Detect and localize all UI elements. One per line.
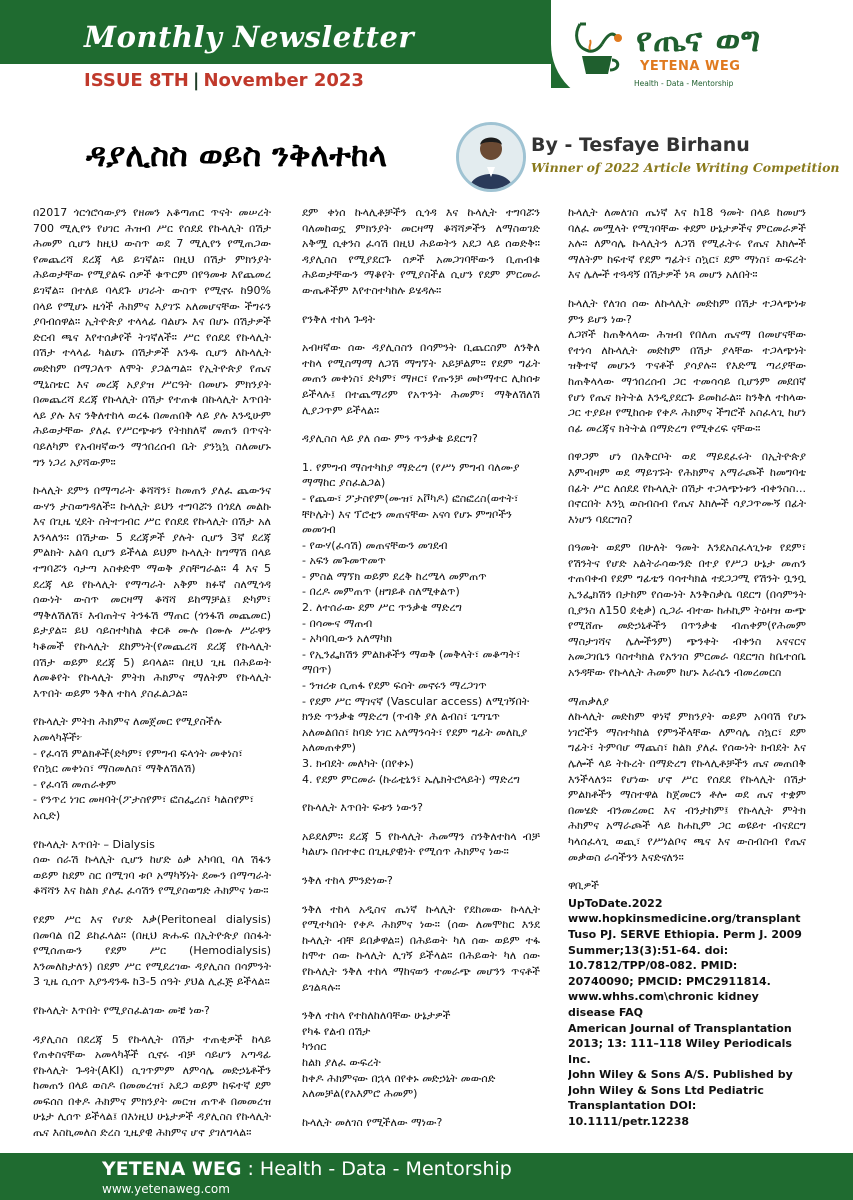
- issue-line: [84, 70, 364, 91]
- column-1-paragraph: ዳያሊስስ በደረጃ 5 የኩላሊት በሽታ ተጠቂዎች ከላይ የጠቀስናቸው አመላካቾች ሲኖሩ ብቻ ሳይሆን አጣዳፊ የኩላሊት ጉዳት(AKI) ሲገጥምም ለምሳሌ መድኃኒቶችን ከመጠን በላይ ወስዶ በመመረዝ፣ አደጋ ወይም ከፍተኛ ደም መፍሰስ በቀዶ ሕክምና ምክንያት መርዝ ጠጥቶ በመመረዝ ሁኔታ ሊሰጥ ይችላል፤ በእነዚህ ሁኔታዎች ዳያሊስስ የኩላሊት ጤና እስኪመለስ ድረስ ጊዜያዊ ሕክምና ሆኖ ያገለግላል።: [33, 1032, 271, 1140]
- author-byline: By - Tesfaye Birhanu: [531, 134, 750, 156]
- column-2-paragraph: ንቅለ ተከላ አዲስና ጤነኛ ኩላሊት የደከመው ኩላሊት የሚተካበት የቀዶ ሕክምና ነው። (ሰው ለመሞከር እንደ ኩላሊት ብቸ ይበቃዋል።) በሕይወት ካለ ሰው ወይም ተፋ ከሞተ ሰው ኩላሊት ሊገኝ ይችላል። በሕይወት ካለ ሰው የኩላሊት ንቅለ ተከላ ማከናወን ተመራጭ መሆንን ጥናቶች ይገልጻሉ።: [302, 902, 540, 994]
- column-3-paragraph: ኩላሊት ለመለገስ ጤነኛ እና ከ18 ዓመት በላይ ከመሆን ባለፈ መሟላት የሚገባቸው ቀደም ሁኔታዎችና ምርመራዎች አሉ። ለምሳሌ ኩላሊትን ለጋሽ የሚፈትሩ የጤና እክሎች ማለትም ከፍተኛ የደም ግፊት፣ ስኳር፣ ደም ማነስ፣ ውፍረት እና ሌሎች ተጓዳኝ በሽታዎች ነጻ መሆን አለበት።: [568, 206, 806, 282]
- issue-number: ISSUE 8TH: [84, 70, 189, 91]
- column-2-heading: የኩላሊት እጥበት ፍቱን ነውን?: [302, 801, 423, 815]
- article-title: ዳያሊስስ ወይስ ንቅለተከላ: [86, 136, 388, 174]
- column-2-list: ንቅለ ተከላ የተከለከለባቸው ሁኔታዎች የካፋ የልብ በሽታ ካንሰር ከልክ ያለፈ ውፍረት ከቀዶ ሕክምናው በኋላ በየቀኑ መድኃኒት መውሰድ አለመቻል(የአእምሮ ሕመም): [302, 1009, 496, 1101]
- column-1-paragraph: በ2017 ጎርጎሮሳውያን የዘመን አቆጣጠር ጥናት መሠረት 700 ሚሊየን የሀገር ሕዝብ ሥር የሰደደ የኩላሊት በሽታ ሕመም ሲሆን ከዚህ ውስጥ ወደ 7 ሚሊየን የሚጠጋው የመጨረሻ ደረጃ ላይ ይገኛል። በዚህ በሽታ ምክንያት ሕይወታቸው የሚያልፍ ሰዎች ቁጥርም በየዓመቱ እየጨመረ ይገኛል። በተለይ ባላደጉ ሀገራት ውስጥ የሚኖሩ ከ90% በላይ የሚሆኑ ዜጎች ሕክምና እያገኙ አለመሆናቸው ችግሩን ያባብሰዋል። ኢትዮጵያ ተላላፊ ባልሆኑ እና በሆኑ በሽታዎች ድርብ ጫና እየተሰቃየች ትገኛለች። ሥር የሰደደ የኩላሊት በሽታ ተላላፊ ካልሆኑ በሽታዎች አንዱ ሲሆን ለኩላሊት መድከም በማጋለጥ ለሞት ያጋልጣል። የኢትዮጵያ የጤና ሚኒስቴር እና መረጃ አያያዝ ሥርዓት በመሆኑ ምክንያት በመጨረሻ ደረጃ የኩላሊት በሽታ የተጠቁ በኩላሊት እጥበት ላይ ያሉ እና ንቅለተከላ ወረፋ በመጠበቅ ላይ ያሉ እንዲሁም ሕይወታቸው ያለፈ የሥርጭቱን የትክክለኛ መጠን በጥናት ባይለካም የአብዛኛውን ማኅበረሰብ ቤት ያንኳኳ ስለመሆኑ ግን ነጋሪ አያሻውም።: [33, 206, 271, 469]
- stethoscope-cup-icon: [572, 20, 628, 80]
- article-column-3: [568, 205, 806, 1155]
- column-3-summary: ማጠቃለያ ለኩላሊት መድከም ዋነኛ ምክንያት ወይም አባባሽ የሆኑ ነገሮችን ማስተካከል የምንችላቸው ለምሳሌ ስኳር፣ ደም ግፊት፣ ትምባሆ ማጨስ፣ ከልክ ያለፈ የሰውነት ክብደት እና ሌሎች ላይ ትኩረት በማድረግ የኩላሊቶቻችን ጤና መጠበቅ እንችላለን። የሆነው ሆኖ ሥር የሰደደ የኩላሊት በሽታ ምልክቶችን ማስተዋል ከጀመርን ቶሎ ወደ ጤና ተቋም በመሄድ ብንመረመር እና ብንታከም፤ የኩላሊት ምትክ ሕክምና አማራጮች ላይ ከሐኪም ጋር ወዩይተ ብናደርግ ካላሰፈላጊ ወጪ፣ የሥነልቦና ጫና እና ውስብስብ የጤና መቃወስ ራሳችንን እናድናለን።: [568, 694, 806, 864]
- column-1-heading: የኩላሊት እጥበት የሚያስፈልገው መቼ ነው?: [33, 1003, 210, 1017]
- issue-month: November 2023: [203, 70, 364, 91]
- column-2-list: 1. የምግብ ማስተካከያ ማድረግ (የሥነ ምግብ ባለሙያ ማማከር ያስፈልጋል) - የጨው፣ ፖታስየም(ሙዝ፣ አቮካዶ) ፎስፎረስ(ወተት፣ ቸኮሌት) እና ፕሮቲን መጠናቸው አናሳ የሆኑ ምግቦችን መመገብ - የውሃ(ፈሳሽ) መጠናቸውን መገደብ - አፍን መጉመጥመጥ - ምስል ማኘክ ወይም ደረቅ ከረሜላ መምጠጥ - በረዶ መምጠጥ (ዘግይቶ ስለሚቀልጥ) 2. ለተሰራው ደም ሥር ጥንቃቄ ማድረግ - በሳሙና ማጠብ - አካባቢውን አለማካክ - የኢንፌክሽን ምልክቶችን ማወቅ (መቅላት፣ መቆጣት፣ ማበጥ) - ንዝረቱ ሲጠፋ የደም ፍሰት መኖሩን ማረጋገጥ - የደም ሥር ማገናኛ (Vascular access) ለሚገኝበት ክንድ ጥንቃቄ ማድረግ (ጥብቅ ያለ ልብስ፣ ጌጣጌጥ አለመልበስ፣ ከባድ ነገር አለማንሳት፣ የደም ግፊት መለኪያ አለመጠቀም) 3. ክብደት መለካት (በየቀኑ) 4. የደም ምርመራ (ኩሬቲኒን፣ ኤሌክትሮላይት) ማድረግ: [302, 460, 530, 786]
- column-2-paragraph: ደም ቀነሰ ኩላሊቶቻችን ሲጎዳ እና ኩላሊት ተግባሯን ባለመከወኗ ምክንያት መርዛማ ቆሻሻዎችን ለማስወገድ አቅሟ ሲቀንስ ፈሳሽ በዚህ ሕይወትን አደጋ ላይ ሰወድቅ። ዳያሊስስ የሚያደርጉ ሰዎች አመጋገባቸውን ቢጠብቁ ሕይወታቸውን ማቆየት የሚያስችል ሲሆን የደም ምርመራ ውጤቶችም እየተስተካከሉ ይሄዳሉ።: [302, 206, 540, 297]
- article-column-1: [33, 205, 271, 1155]
- article-column-2: [302, 205, 540, 1155]
- issue-separator: |: [192, 70, 200, 91]
- logo-title: የጤና ወግ: [636, 20, 762, 59]
- footer-brand: [102, 1158, 512, 1180]
- column-2-heading: የንቅለ ተከላ ጉዳት: [302, 312, 376, 326]
- author-portrait-icon: [459, 125, 523, 189]
- column-3-paragraph: በዋጋም ሆነ በአቅርቦት ወደ ማይደፈሩት በኢትዮጵያ እምብዛም ወደ ማይገኙት የሕክምና አማራጮች ከመግባቴ በፊት ሥር ለሰደደ የኩላሊት በሽታ ተጋላጭነቱን ብቀንስስ... በኖርበት እንኳ ወስብስብ የጤና እክሎች ሳያጋጥሙኝ በፊት እነሆን ባደርግስ?: [568, 450, 806, 526]
- column-1-paragraph: ኩላሊት ደምን በማጣራት ቆሻሻን፣ ከመጠን ያለፈ ጨውንና ውሃን ታስወግዳለች። ኩላሊት ይህን ተግባሯን በጎደለ መልኩ እና በጊዜ ሂደት ስትተገብር ሥር የሰደደ የኩላሊት በሽታ አለ እንላለን። በሽታው 5 ደረጃዎች ያሉት ሲሆን 3ኛ ደረጃ ምልክት አልባ ሲሆን ይችላል ይህም ኩላሊት ከግማሽ በላይ ተግባሯን ሳታጣ አስቀድሞ ማወቅ ያስቸግራል። 4 እና 5 ደረጃ ላይ የኩላሊት የማጣራት አቅም ክፉኛ ስለሚጎዳ ሰውነት ውስጥ መርዛማ ቆሻሻ ይከማቻል፤ ድካም፣ ማቅለሽለሽ፣ እብጠትና ትንፋሽ ማጠር (ጎንፋሽ መጨመር) ይታያል። ይህ ሳይስተካከል ቀርቶ ሙሉ በሙሉ ሥራዋን ካቆመች የኩላሊት ደከምነት(የመጨረሻ ደረጃ የኩላሊት በሽታ ወይም ደረጃ 5) ይባላል። በዚህ ጊዜ በሕይወት ለመቆየት የኩላሊት ምትክ ሕክምና ማለትም የኩላሊት እጥበት ወይም ንቅለ ተከላ ያስፈልጋል።: [33, 484, 271, 700]
- column-1-paragraph: የኩላሊት ምትክ ሕክምና ለመጀመር የሚያስችሉ አመላካቾች፦ - የፈሳሽ ምልክቶች(ድካም፣ የምግብ ፍላጎት መቀነስ፣ የስኳር መቀነስ፣ ማስመለስ፣ ማቅለሽለሽ) - የፈሳሽ መጠራቀም - የንጥረ ነገር መዛባት(ፖታስየም፣ ፎስፌረስ፣ ካልስየም፣ አሲድ): [33, 715, 254, 822]
- column-3-paragraph: ኩላሊት የለገሰ ሰው ለኩላሊት መድከም በሽታ ተጋላጭነቱ ምን ይሆን ነው? ለጋሾች ከጠቅላላው ሕዝብ የበለጠ ጤናማ በመሆናቸው የተነሳ ለኩላሊት መድከም በሽታ ያላቸው ተጋላጭነት ዝቅተኛ መሆኑን ጥናቶች ያሳያሉ። የእድሜ ጣሪያቸው ከጠቅላላው ማኅበረሰብ ጋር ተመሳሳይ ቢሆንም መደበኛ የሆነ የጤና ክትትል እንዲያደርጉ ይመከራል። ከንቅለ ተከላው ጋር ተያይዞ የሚከሰቱ የቀዶ ሕክምና ችግሮች አስፈላጊ ከሆነ ሰፊ መረጃና ክትትል በማድረግ የሚቀረፍ ናቸው።: [568, 296, 806, 435]
- column-3-paragraph: በዓመት ወደም በሁለት ዓመት እንደአስፈላጊነቱ የደም፣ የሽንትና የሆድ አልትራሳውንድ በተያ የሥጋ ሁኔታ መጠን ተጠባቀብ የደም ግፊቴን ባሳተካክል ተደጋጋሚ የሽንት ቧንቧ ኢንፌክሽን በታከም የሰውነት እንቅስቃሴ ባደርግ (በሳምንት ቢያንስ ለ150 ደቂቃ) ሲጋራ ብተው ከሐኪም ትዕዛዝ ውጭ የሚሸጡ መድኃኒቶችን በጥንቃቄ ብጠቀም(የሕመም ማስታገሻና ሌሎችንም) ጭንቀት ብቀንስ አናናርና አመጋገቤን ባስተካክል የአንገስ ምርመራ ባደርግስ ከቤተሰቤ አንዳቸው የኩላሊት ሕመም ከሆኑ እራሴን ብመረመርስ: [568, 541, 806, 680]
- logo-name: YETENA WEG: [640, 59, 741, 74]
- column-2-paragraph: አብዛኛው ሰው ዳያሊስስን በሳምንት ቢጨርስም ለንቅለ ተከላ የሚስማማ ለጋሽ ማግኘት አይቻልም። የደም ግፊት መጠን መቀነስ፣ ድካም፣ ማዞር፣ የጡንቻ መኮማተር ሊከሰቱ ይችላሉ፤ በተጨማሪም የአጥንት ሕመም፣ ማቅለሽለሽ ሊያጋጥም ይችላል።: [302, 341, 540, 417]
- column-2-paragraph: አይደለም። ደረጃ 5 የኩላሊት ሕመማን ስንቅለተከላ ብቻ ካልሆኑ በስተቀር በጊዜያዊነት የሚሰጥ ሕክምና ነው።: [302, 829, 540, 859]
- author-award: Winner of 2022 Article Writing Competition: [531, 160, 840, 175]
- column-2-heading: ዳያሊስስ ላይ ያለ ሰው ምን ጥንቃቄ ይደርግ?: [302, 432, 478, 446]
- logo-tagline: Health - Data - Mentorship: [634, 79, 734, 88]
- references-heading: ዋቢዎች: [568, 879, 600, 893]
- column-2-heading: ንቅለ ተከላ ምንድነው?: [302, 873, 393, 887]
- author-photo: [456, 122, 526, 192]
- column-1-paragraph: የኩላሊት እጥበት – Dialysis ሰው ሰራሽ ኩላሊት ሲሆን ከሆድ ዕቃ አካባቢ ባለ ሽፋን ወይም ከደም ስር በሚገባ ቱቦ አማካኝነት ደሙን በማጣራት ቆሻሻን እና ከልክ ያለፈ ፈሳሽን የሚያስወግድ ሕክምና ነው።: [33, 837, 271, 898]
- column-2-heading: ኩላሊት መለገስ የሚችለው ማነው?: [302, 1115, 443, 1129]
- newsletter-masthead: Monthly Newsletter: [84, 20, 415, 54]
- footer-brand-name: YETENA WEG: [102, 1158, 242, 1180]
- column-1-paragraph: የደም ሥር እና የሆድ እቃ(Peritoneal dialysis) በመባል በ2 ይከፈላል። (በዚህ ጽሑፍ በኢትዮጵያ በስፋት የሚሰጠውን የደም ሥር (Hemodialysis) እንመለከታለን) በደም ሥር የሚደረገው ዳያሊስስ በሳምንት 3 ጊዜ ሲሰጥ እያንዳንዱ ከ3-5 ሰዓት ያህል ሊፈጅ ይችላል።: [33, 912, 271, 989]
- references-list: UpToDate.2022 www.hopkinsmedicine.org/transplant Tuso PJ. SERVE Ethiopia. Perm J. 2009 Summer;13(3):51-64. doi: 10.7812/TPP/08-082. PMID: 20740090; PMCID: PMC2911814. www.whhs.com\chronic kidney disease FAQ American Journal of Transplantation 2013; 13: 111–118 Wiley Periodicals Inc. John Wiley & Sons A/S. Published by John Wiley & Sons Ltd Pediatric Transplantation DOI: 10.1111/petr.12238: [568, 896, 802, 1129]
- footer-website-link[interactable]: www.yetenaweg.com: [102, 1182, 230, 1196]
- footer-brand-tagline: : Health - Data - Mentorship: [241, 1158, 512, 1180]
